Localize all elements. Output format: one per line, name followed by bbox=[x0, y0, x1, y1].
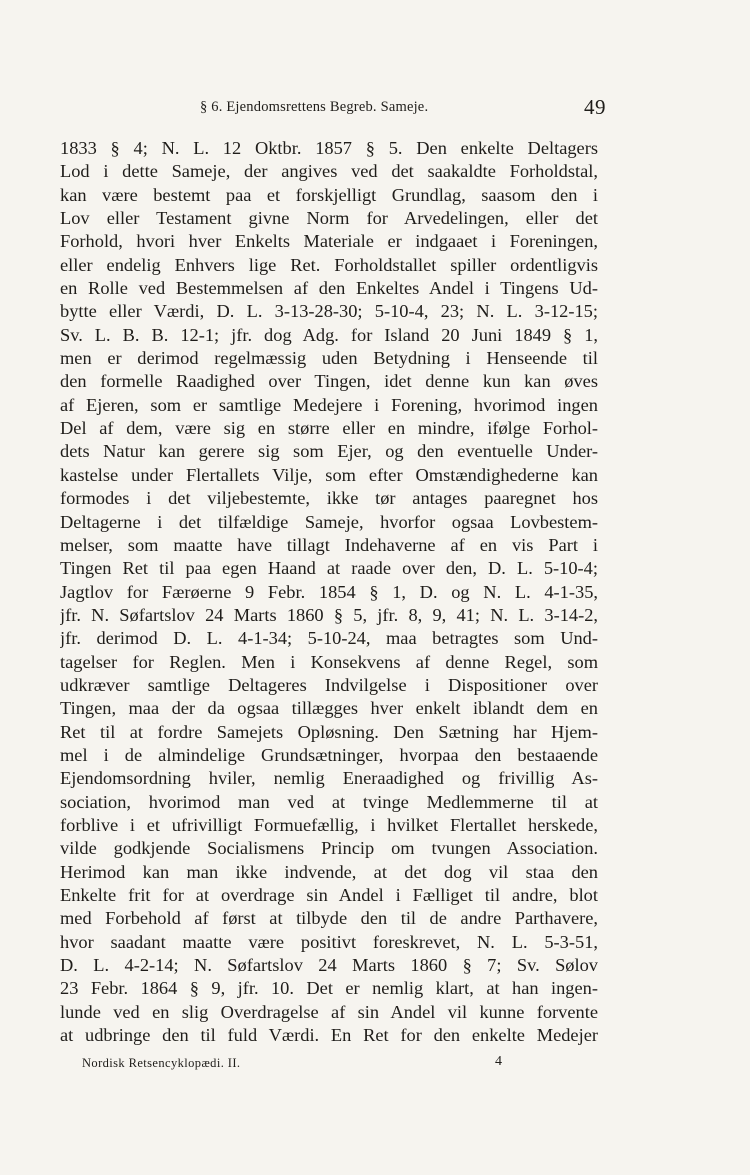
page-header bbox=[60, 95, 606, 125]
text-line: tagelser for Reglen. Men i Konsekvens af denne Regel, som bbox=[60, 651, 598, 672]
text-line: en Rolle ved Bestemmelsen af den Enkeltes Andel i Tingens Ud- bbox=[60, 278, 598, 299]
text-line: Tingen, maa der da ogsaa tillægges hver enkelt iblandt dem en bbox=[60, 698, 598, 719]
text-line: Enkelte frit for at overdrage sin Andel i Fælliget til andre, blot bbox=[60, 885, 598, 905]
text-line: men er derimod regelmæssig uden Betydning i Henseende til bbox=[60, 348, 598, 369]
text-line: udkræver samtlige Deltageres Indvilgelse i Dispositioner over bbox=[60, 674, 598, 695]
work-title: Nordisk Retsencyklopædi. II. bbox=[82, 1056, 241, 1070]
text-line: hvor saadant maatte være positivt foreskrevet, N. L. 5-3-51, bbox=[60, 931, 598, 952]
text-line: Ejendomsordning hviler, nemlig Eneraadighed og frivillig As- bbox=[60, 768, 598, 789]
page-footer bbox=[82, 1056, 522, 1076]
text-line: bytte eller Værdi, D. L. 3-13-28-30; 5-10-4, 23; N. L. 3-12-15; bbox=[60, 301, 598, 322]
text-line: Herimod kan man ikke indvende, at det dog vil staa den bbox=[60, 861, 598, 882]
text-line: D. L. 4-2-14; N. Søfartslov 24 Marts 1860 § 7; Sv. Sølov bbox=[60, 955, 598, 976]
body-text bbox=[60, 137, 598, 1047]
text-line: Tingen Ret til paa egen Haand at raade over den, D. L. 5-10-4; bbox=[60, 558, 598, 579]
text-line: vilde godkjende Socialismens Princip om tvungen Association. bbox=[60, 838, 598, 859]
text-line: melser, som maatte have tillagt Indehaverne af en vis Part i bbox=[60, 534, 598, 555]
text-line: kastelse under Flertallets Vilje, som efter Omstændighederne kan bbox=[60, 464, 598, 485]
text-line: Lod i dette Sameje, der angives ved det saakaldte Forholdstal, bbox=[60, 161, 598, 182]
text-line: eller endelig Enhvers lige Ret. Forholdstallet spiller ordentligvis bbox=[60, 254, 598, 275]
text-line: at udbringe den til fuld Værdi. En Ret for den enkelte Medejer bbox=[60, 1025, 598, 1046]
text-line: Jagtlov for Færøerne 9 Febr. 1854 § 1, D. og N. L. 4-1-35, bbox=[60, 581, 598, 602]
text-line: kan være bestemt paa et forskjelligt Grundlag, saasom den i bbox=[60, 184, 598, 205]
text-line: med Forbehold af først at tilbyde den til de andre Parthavere, bbox=[60, 908, 598, 929]
text-line: Deltagerne i det tilfældige Sameje, hvorfor ogsaa Lovbestem- bbox=[60, 511, 598, 532]
text-line: formodes i det viljebestemte, ikke tør antages paaregnet hos bbox=[60, 488, 598, 509]
text-line: Del af dem, være sig en større eller en mindre, ifølge Forhol- bbox=[60, 418, 598, 439]
text-line: forblive i et ufrivilligt Formuefællig, i hvilket Flertallet herskede, bbox=[60, 814, 598, 835]
text-line: 23 Febr. 1864 § 9, jfr. 10. Det er nemlig klart, at han ingen- bbox=[60, 978, 598, 999]
page-number: 49 bbox=[584, 95, 606, 119]
text-line: Forhold, hvori hver Enkelts Materiale er indgaaet i Foreningen, bbox=[60, 231, 598, 252]
text-line: dets Natur kan gerere sig som Ejer, og den eventuelle Under- bbox=[60, 441, 598, 462]
text-line: af Ejeren, som er samtlige Medejere i Forening, hvorimod ingen bbox=[60, 394, 598, 415]
text-line: Lov eller Testament givne Norm for Arvedelingen, eller det bbox=[60, 208, 598, 229]
text-line: jfr. N. Søfartslov 24 Marts 1860 § 5, jfr. 8, 9, 41; N. L. 3-14-2, bbox=[60, 604, 598, 625]
text-line: 1833 § 4; N. L. 12 Oktbr. 1857 § 5. Den enkelte Deltagers bbox=[60, 138, 598, 158]
text-line: lunde ved en slig Overdragelse af sin Andel vil kunne forvente bbox=[60, 1001, 598, 1022]
text-line: Ret til at fordre Samejets Opløsning. Den Sætning har Hjem- bbox=[60, 721, 598, 742]
text-line: sociation, hvorimod man ved at tvinge Medlemmerne til at bbox=[60, 791, 598, 812]
text-line: den formelle Raadighed over Tingen, idet denne kun kan øves bbox=[60, 371, 598, 392]
running-head: § 6. Ejendomsrettens Begreb. Sameje. bbox=[200, 99, 429, 115]
text-line: jfr. derimod D. L. 4-1-34; 5-10-24, maa betragtes som Und- bbox=[60, 628, 598, 649]
text-line: mel i de almindelige Grundsætninger, hvorpaa den bestaaende bbox=[60, 744, 598, 765]
text-line: Sv. L. B. B. 12-1; jfr. dog Adg. for Island 20 Juni 1849 § 1, bbox=[60, 324, 598, 345]
signature-mark: 4 bbox=[495, 1054, 502, 1069]
